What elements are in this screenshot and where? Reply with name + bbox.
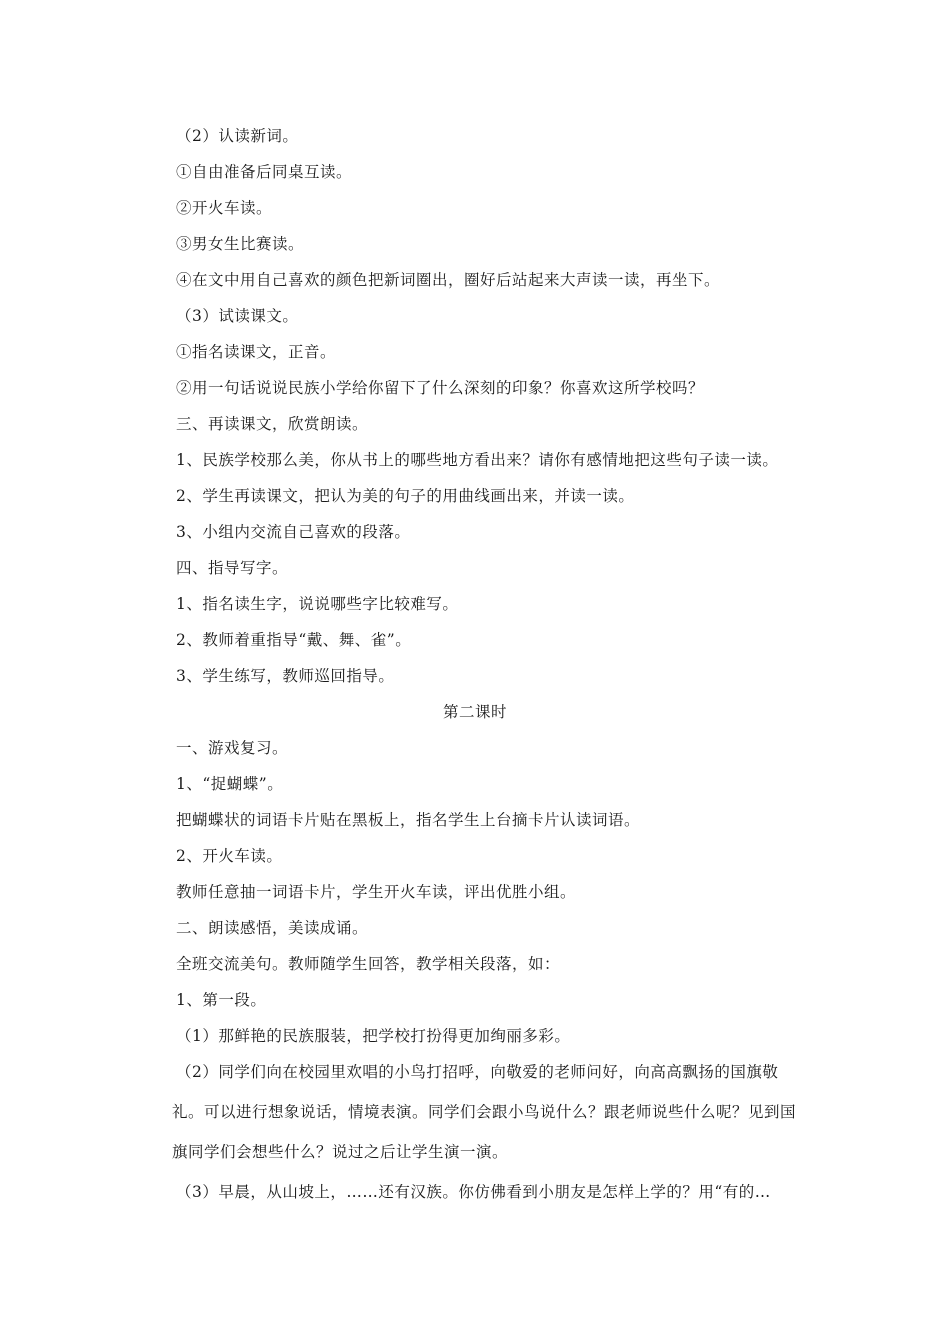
section-heading: 三、再读课文，欣赏朗读。 — [176, 415, 369, 433]
lesson-title: 第二课时 — [442, 703, 507, 721]
text-line: 3、学生练写，教师巡回指导。 — [176, 667, 395, 685]
text-line: （2）认读新词。 — [176, 127, 299, 145]
text-line: 1、民族学校那么美，你从书上的哪些地方看出来？请你有感情地把这些句子读一读。 — [176, 451, 779, 469]
section-heading: 一、游戏复习。 — [176, 739, 289, 757]
text-line: ①指名读课文，正音。 — [176, 343, 337, 361]
text-line: 1、“捉蝴蝶”。 — [176, 775, 284, 793]
text-line: 1、指名读生字，说说哪些字比较难写。 — [176, 595, 459, 613]
text-line: （2）同学们向在校园里欢唱的小鸟打招呼，向敬爱的老师问好，向高高飘扬的国旗敬 — [176, 1063, 779, 1081]
text-line: （3）早晨，从山坡上，……还有汉族。你仿佛看到小朋友是怎样上学的？用“有的… — [176, 1183, 771, 1201]
text-line: 2、教师着重指导“戴、舞、雀”。 — [176, 631, 412, 649]
text-line: ④在文中用自己喜欢的颜色把新词圈出，圈好后站起来大声读一读，再坐下。 — [176, 271, 721, 289]
text-line: （3）试读课文。 — [176, 307, 299, 325]
text-line: ②开火车读。 — [176, 199, 273, 217]
text-line: 2、开火车读。 — [176, 847, 283, 865]
text-line: 教师任意抽一词语卡片，学生开火车读，评出优胜小组。 — [176, 883, 577, 901]
text-line: 全班交流美句。教师随学生回答，教学相关段落，如： — [176, 955, 561, 973]
text-line: （1）那鲜艳的民族服装，把学校打扮得更加绚丽多彩。 — [176, 1027, 571, 1045]
text-line: 礼。可以进行想象说话，情境表演。同学们会跟小鸟说什么？跟老师说些什么呢？见到国 — [172, 1103, 797, 1121]
text-line: 1、第一段。 — [176, 991, 267, 1009]
section-heading: 四、指导写字。 — [176, 559, 289, 577]
text-line: 旗同学们会想些什么？说过之后让学生演一演。 — [172, 1143, 509, 1161]
text-line: 3、小组内交流自己喜欢的段落。 — [176, 523, 411, 541]
section-heading: 二、朗读感悟，美读成诵。 — [176, 919, 369, 937]
text-line: ②用一句话说说民族小学给你留下了什么深刻的印象？你喜欢这所学校吗？ — [176, 379, 705, 397]
text-line: 把蝴蝶状的词语卡片贴在黑板上，指名学生上台摘卡片认读词语。 — [176, 811, 641, 829]
text-line: 2、学生再读课文，把认为美的句子的用曲线画出来，并读一读。 — [176, 487, 635, 505]
text-line: ①自由准备后同桌互读。 — [176, 163, 353, 181]
text-line: ③男女生比赛读。 — [176, 235, 305, 253]
